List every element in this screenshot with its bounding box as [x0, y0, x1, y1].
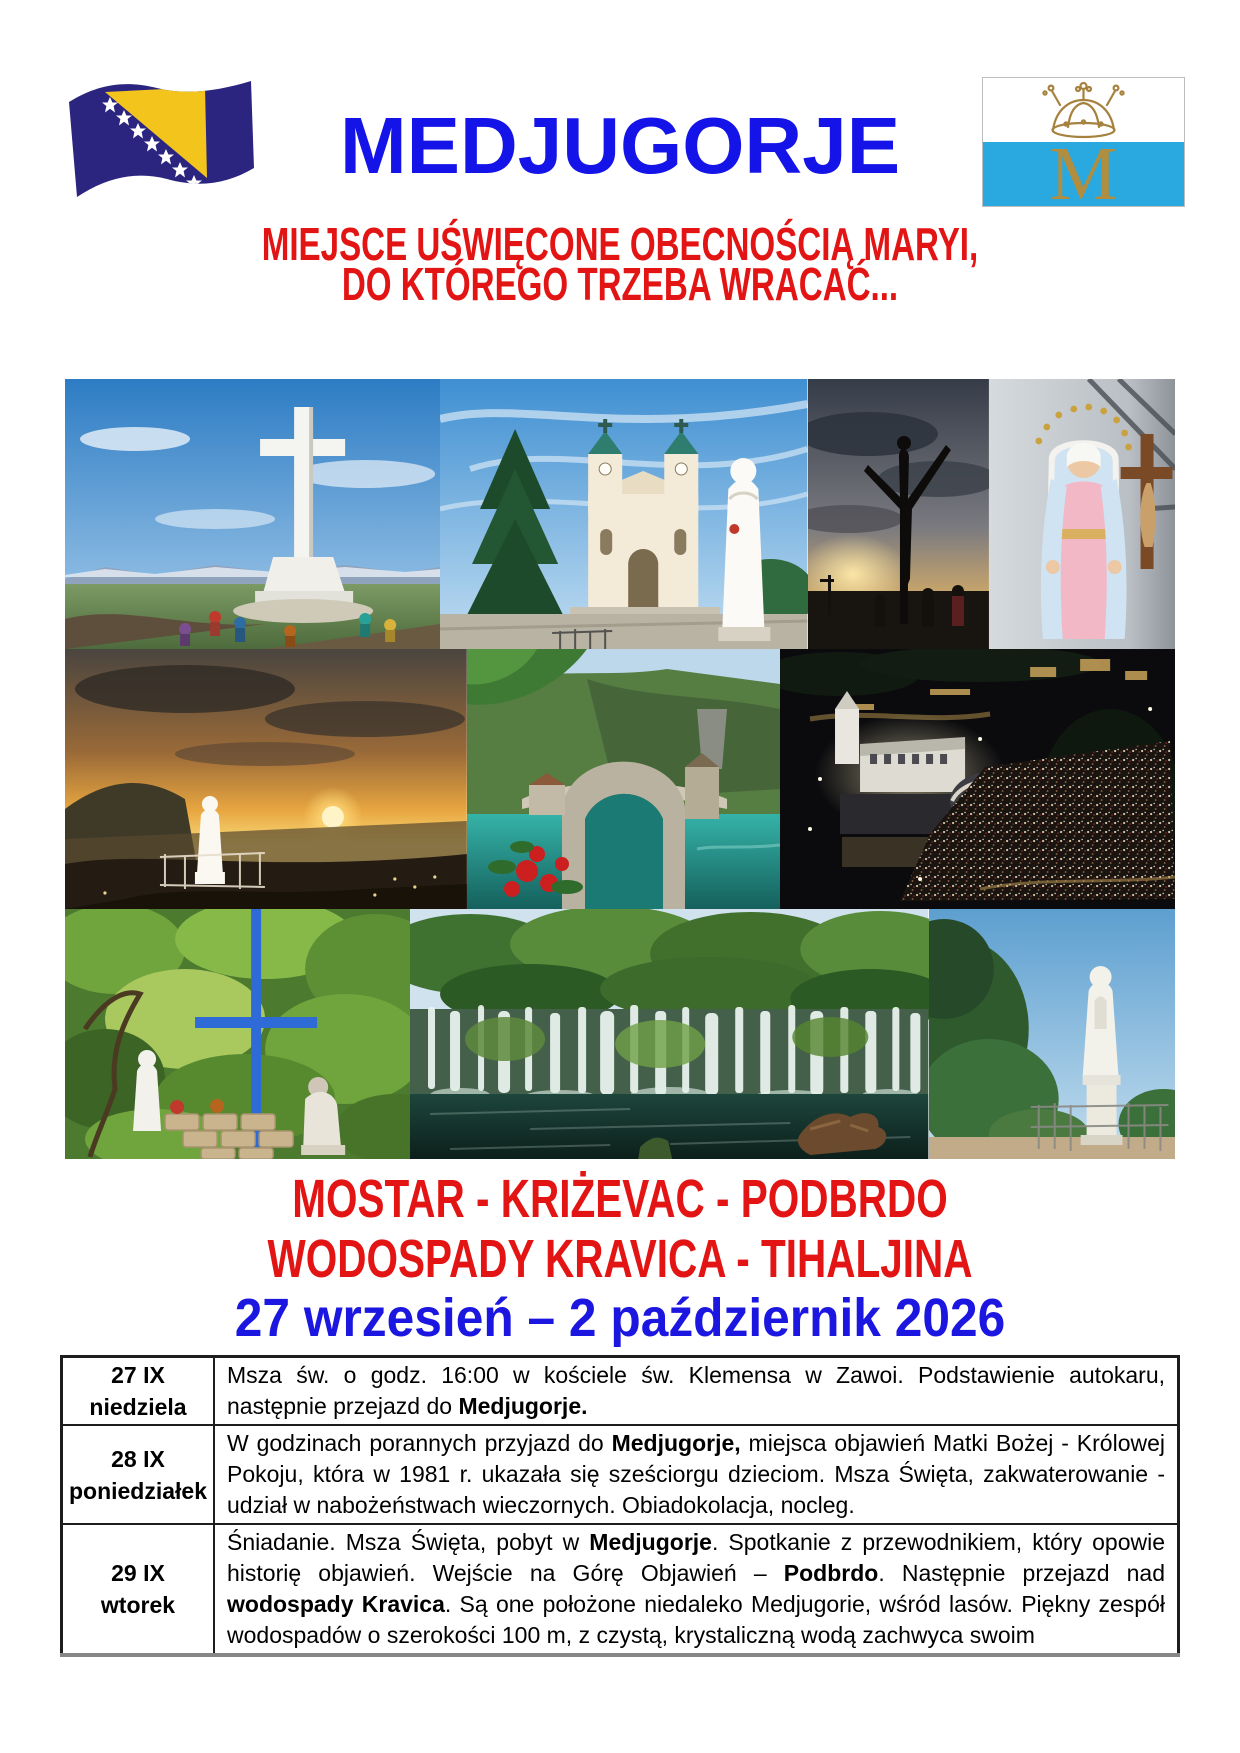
date-label: 29 IX: [111, 1560, 165, 1586]
collage-row-1: [65, 379, 1175, 649]
itinerary-row-27ix: [62, 1357, 1179, 1426]
flag-letter-m: M: [1049, 132, 1118, 207]
subtitle: [0, 218, 1240, 310]
photo-krizevac-hill-cross: [65, 379, 440, 649]
date-cell: [62, 1357, 215, 1426]
description-cell: W godzinach porannych przyjazd do Medjugorje, miejsca objawień Matki Bożej - Królowej Pokoju, która w 1981 r. ukazała się sześciorgu dzieciom. Msza Święta, zakwaterowanie - udział w nabożeństwach wieczornych. Obiadokolacja, nocleg.: [214, 1425, 1179, 1524]
photo-podbrdo-sunset-statue: [65, 649, 467, 909]
itinerary-row-29ix: [62, 1524, 1179, 1655]
date-label: 28 IX: [111, 1445, 165, 1472]
description-cell: Śniadanie. Msza Święta, pobyt w Medjugorje. Spotkanie z przewodnikiem, który opowie historię objawień. Wejście na Górę Objawień – Podbrdo. Następnie przejazd nad wodospady Kravica. Są one położone niedaleko Medjugorie, wśród lasów. Piękny zespół wodospadów o szerokości 100 m, z czystą, krystaliczną wodą zachwyca swoim: [214, 1524, 1179, 1655]
destinations-line-2: WODOSPADY KRAVICA - TIHALJINA: [267, 1229, 973, 1289]
description-cell: Msza św. o godz. 16:00 w kościele św. Klemensa w Zawoi. Podstawienie autokaru, następnie przejazd do Medjugorje.: [214, 1357, 1179, 1426]
date-cell: [62, 1524, 215, 1655]
photo-tihaljina-mary-statue: [929, 909, 1175, 1159]
destinations-heading: [0, 1171, 1240, 1287]
page-title: MEDJUGORJE: [339, 101, 901, 190]
day-label: poniedziałek: [68, 1477, 208, 1504]
date-range-text: 27 wrzesień – 2 październik 2026: [234, 1288, 1006, 1348]
itinerary-table: [60, 1355, 1180, 1657]
collage-row-3: [65, 909, 1175, 1159]
photo-st-james-church-mary-statue: [440, 379, 807, 649]
destinations-line-1: MOSTAR - KRIŻEVAC - PODBRDO: [292, 1169, 948, 1229]
itinerary-row-28ix: [62, 1425, 1179, 1524]
collage-row-2: [65, 649, 1175, 909]
date-cell: [62, 1425, 215, 1524]
photo-mostar-old-bridge: [467, 649, 780, 909]
photo-night-mass-crowd-aerial: [780, 649, 1175, 909]
day-label: niedziela: [89, 1394, 187, 1420]
photo-collage: [65, 379, 1175, 1159]
subtitle-line-1: MIEJSCE UŚWIĘCONE OBECNOŚCIĄ MARYI,: [261, 218, 979, 270]
photo-kravica-waterfalls: [410, 909, 928, 1159]
medjugorje-flag-icon: [982, 77, 1185, 207]
date-label: 27 IX: [111, 1362, 165, 1388]
photo-blue-cross-podbrdo: [65, 909, 410, 1159]
subtitle-line-2: DO KTÓREGO TRZEBA WRACAĆ...: [341, 258, 899, 310]
photo-risen-christ-silhouette: [808, 379, 989, 649]
date-range-heading: [0, 1289, 1240, 1347]
header: [0, 0, 1240, 218]
day-label: wtorek: [100, 1592, 176, 1618]
photo-queen-of-peace-statue: [989, 379, 1175, 649]
